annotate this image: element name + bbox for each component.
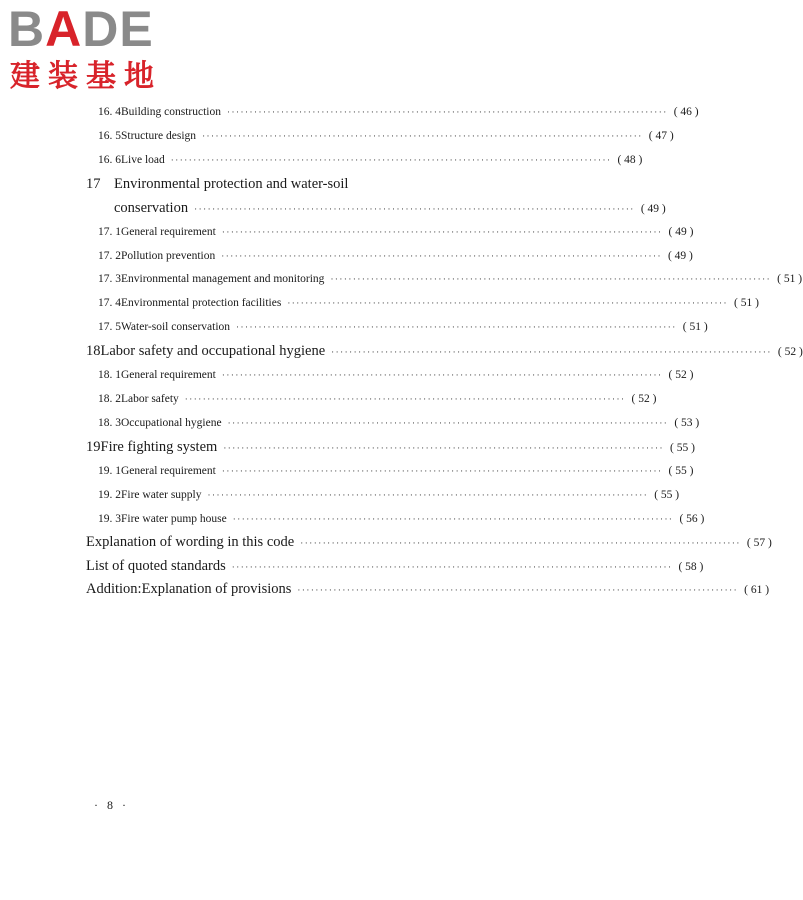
toc-title: Fire fighting system bbox=[100, 439, 218, 455]
toc-entry bbox=[98, 130, 674, 142]
toc-number: 16. 6 bbox=[98, 154, 121, 166]
toc-page: ( 47 ) bbox=[648, 130, 674, 142]
toc-entry bbox=[98, 465, 694, 477]
toc-entry bbox=[98, 393, 657, 405]
toc-page: ( 55 ) bbox=[654, 489, 680, 501]
toc-page: ( 51 ) bbox=[734, 297, 759, 309]
logo-chinese-text: 建装基地 bbox=[10, 59, 162, 94]
toc-title: Labor safety bbox=[121, 393, 179, 405]
toc-entry bbox=[98, 417, 700, 429]
toc-leader: ·································································································· bbox=[170, 155, 612, 165]
toc-page: ( 58 ) bbox=[678, 561, 704, 573]
toc-page: ( 51 ) bbox=[777, 273, 803, 285]
toc-page: ( 49 ) bbox=[668, 226, 694, 238]
toc-page: ( 52 ) bbox=[631, 393, 657, 405]
toc-title: Water-soil conservation bbox=[121, 321, 231, 333]
toc-entry bbox=[98, 106, 699, 118]
toc-number: 19. 2 bbox=[98, 489, 121, 501]
toc-page: ( 55 ) bbox=[670, 442, 695, 454]
toc-number: 19. 3 bbox=[98, 513, 121, 525]
toc-page: ( 51 ) bbox=[682, 321, 708, 333]
toc-page: ( 48 ) bbox=[617, 154, 643, 166]
toc-page: ( 49 ) bbox=[640, 203, 666, 215]
toc-page: ( 49 ) bbox=[667, 250, 693, 262]
toc-page: ( 52 ) bbox=[668, 369, 694, 381]
toc-number: 16. 5 bbox=[98, 130, 121, 142]
toc-page: ( 52 ) bbox=[777, 346, 803, 358]
toc-leader: ·································································································· bbox=[330, 274, 772, 284]
toc-number: 18. 3 bbox=[98, 417, 121, 429]
toc-number: 17. 4 bbox=[98, 297, 121, 309]
toc-number: 16. 4 bbox=[98, 106, 121, 118]
toc-entry bbox=[98, 369, 694, 381]
toc-leader: ·································································································· bbox=[221, 227, 663, 237]
toc-title: Fire water pump house bbox=[121, 513, 227, 525]
toc-title: Environmental protection and water-soil bbox=[114, 176, 349, 192]
toc-page: ( 55 ) bbox=[668, 465, 694, 477]
toc-leader: ·································································································· bbox=[221, 251, 662, 261]
toc-number: 17. 2 bbox=[98, 250, 121, 262]
toc-appendix bbox=[86, 534, 772, 551]
toc-chapter bbox=[86, 439, 695, 456]
toc-page: ( 53 ) bbox=[674, 417, 700, 429]
toc-page: ( 46 ) bbox=[673, 106, 699, 118]
toc-number: 18. 1 bbox=[98, 369, 121, 381]
toc-title: Environmental protection facilities bbox=[121, 297, 282, 309]
toc-title: Addition:Explanation of provisions bbox=[86, 581, 292, 597]
toc-leader: ·································································································· bbox=[207, 490, 649, 500]
toc-title: conservation bbox=[114, 200, 189, 216]
toc-entry bbox=[98, 321, 708, 333]
toc-leader: ·································································································· bbox=[223, 443, 665, 453]
toc-leader: ·································································································· bbox=[232, 514, 674, 524]
toc-title: Labor safety and occupational hygiene bbox=[100, 343, 326, 359]
toc-title: Live load bbox=[121, 154, 165, 166]
toc-leader: ·································································································· bbox=[236, 322, 677, 332]
toc-number: 19. 1 bbox=[98, 465, 121, 477]
toc-number: 18 bbox=[86, 343, 101, 359]
toc-leader: ·································································································· bbox=[287, 298, 729, 308]
toc-title: List of quoted standards bbox=[86, 558, 226, 574]
toc-title: Explanation of wording in this code bbox=[86, 534, 295, 550]
toc-title: Pollution prevention bbox=[121, 250, 216, 262]
toc-number: 17. 1 bbox=[98, 226, 121, 238]
toc-leader: ·································································································· bbox=[221, 370, 663, 380]
toc-number: 17 bbox=[86, 176, 101, 192]
toc-leader: ·································································································· bbox=[231, 562, 673, 572]
toc-appendix bbox=[86, 558, 704, 575]
toc-leader: ·································································································· bbox=[331, 347, 772, 357]
toc-title: General requirement bbox=[121, 226, 216, 238]
toc-leader: ·································································································· bbox=[227, 418, 669, 428]
toc-number: 19 bbox=[86, 439, 101, 455]
toc-number: 17. 3 bbox=[98, 273, 121, 285]
toc-page: ( 56 ) bbox=[679, 513, 705, 525]
toc-entry bbox=[98, 297, 759, 309]
toc-number: 18. 2 bbox=[98, 393, 121, 405]
toc-title: Structure design bbox=[121, 130, 197, 142]
toc-entry bbox=[98, 489, 680, 501]
toc-chapter bbox=[86, 343, 803, 360]
toc-appendix bbox=[86, 581, 770, 598]
toc-number: 17. 5 bbox=[98, 321, 121, 333]
toc-leader: ·································································································· bbox=[202, 131, 643, 141]
toc-leader: ·································································································· bbox=[300, 538, 741, 548]
toc-chapter-continuation bbox=[114, 200, 666, 217]
toc-title: Fire water supply bbox=[121, 489, 202, 501]
toc-entry bbox=[98, 513, 705, 525]
toc-entry bbox=[98, 154, 643, 166]
toc-chapter bbox=[86, 176, 502, 193]
toc-page: ( 61 ) bbox=[744, 584, 770, 596]
toc-leader: ·································································································· bbox=[184, 394, 626, 404]
toc-leader: ·································································································· bbox=[194, 204, 635, 214]
toc-leader: ·································································································· bbox=[221, 466, 663, 476]
toc-leader: ·································································································· bbox=[226, 107, 668, 117]
toc-entry bbox=[98, 226, 694, 238]
toc-title: General requirement bbox=[121, 465, 216, 477]
logo-wordmark: BADE bbox=[8, 1, 154, 57]
toc-entry bbox=[98, 273, 803, 285]
toc-leader: ·································································································· bbox=[297, 585, 739, 595]
toc-title: Building construction bbox=[121, 106, 221, 118]
toc-page: ( 57 ) bbox=[746, 537, 772, 549]
toc-entry bbox=[98, 250, 693, 262]
page-number: · 8 · bbox=[94, 798, 129, 812]
toc-title: Occupational hygiene bbox=[121, 417, 222, 429]
toc-title: Environmental management and monitoring bbox=[121, 273, 325, 285]
toc-title: General requirement bbox=[121, 369, 216, 381]
